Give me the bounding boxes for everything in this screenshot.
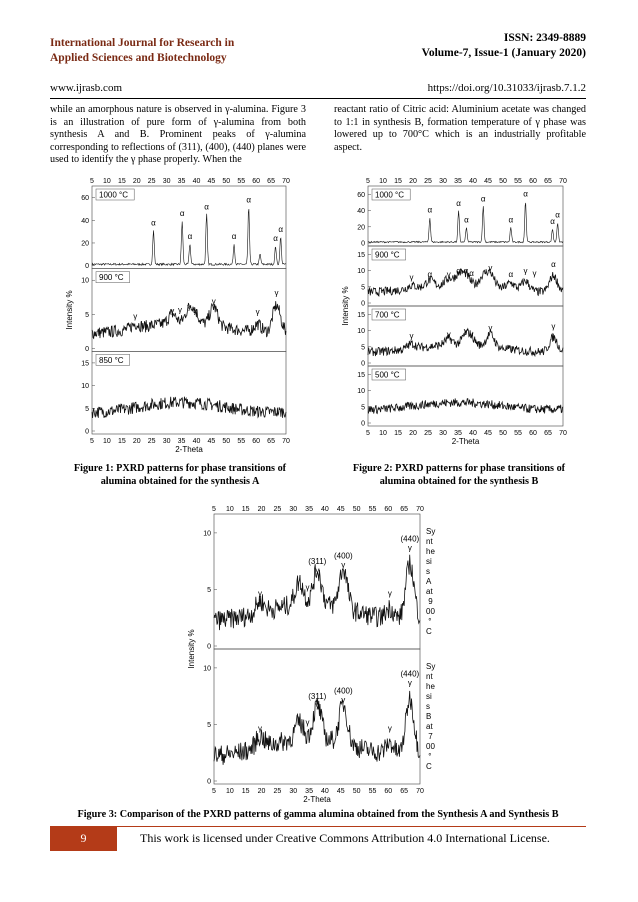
x-axis-label: 2-Theta [451,437,480,446]
y-tick-2-3: 15 [81,360,89,368]
peak-annotation-1-6: γ [488,263,493,273]
y-tick-3-1: 5 [361,404,365,412]
x-tick-bottom-6: 35 [305,788,313,795]
peak-annotation-1-0: γ [133,311,138,321]
y-tick-0-0: 0 [85,263,89,271]
y-tick-2-0: 0 [85,428,89,436]
y-tick-3-3: 15 [357,371,365,379]
y-tick-2-0: 0 [361,360,365,368]
pattern-line-3 [368,398,563,413]
x-tick-top-4: 25 [424,178,432,185]
x-tick-bottom-11: 60 [252,438,261,445]
license-text: This work is licensed under Creative Commons Attribution 4.0 International License. [140,831,550,845]
peak-annotation-1-9: γ [532,269,537,279]
x-tick-top-13: 70 [282,178,290,185]
peak-annotation-2-0: γ [409,331,414,341]
x-tick-top-1: 10 [103,178,111,185]
peak-annotation-1-4: (400) [333,686,353,696]
x-tick-top-11: 60 [384,506,393,513]
y-tick-1-0: 0 [207,778,211,786]
x-axis-label: 2-Theta [303,795,331,804]
volume: Volume-7, Issue-1 (January 2020) [421,47,586,59]
peak-annotation-0-6: α [550,217,555,227]
figure-3-caption: Figure 3: Comparison of the PXRD patterns of gamma alumina obtained from the Synthesis A and Synthesis B [77,809,559,820]
peak-annotation-1-7: γ [274,288,279,298]
y-axis-label: Intensity % [341,286,350,326]
x-tick-top-5: 30 [289,506,298,513]
peak-annotation-1-1: α [427,269,433,279]
x-tick-bottom-13: 70 [416,788,424,795]
x-tick-top-3: 20 [132,178,141,185]
y-tick-0-1: 5 [207,586,211,594]
x-tick-bottom-9: 50 [222,438,231,445]
x-tick-bottom-11: 60 [529,430,537,437]
panel-label-1: Sy nt he si s B at 7 00 ° C [426,662,436,771]
y-tick-2-1: 5 [361,344,365,352]
y-tick-1-0: 0 [85,345,89,353]
pattern-line-2 [92,397,286,418]
x-tick-top-7: 40 [192,178,201,185]
y-tick-1-0: 0 [361,300,365,308]
figure-1-caption: Figure 1: PXRD patterns for phase transitions of alumina obtained for the synthesis A [73,463,287,487]
y-tick-0-3: 60 [81,195,89,203]
y-tick-0-1: 20 [357,224,365,232]
x-tick-top-11: 60 [529,178,537,185]
peak-annotation-1-10: α [551,260,556,270]
y-tick-2-2: 10 [81,383,89,391]
peak-annotation-0-1: α [456,199,461,209]
x-tick-bottom-12: 65 [267,438,275,445]
x-tick-bottom-0: 5 [90,438,94,445]
x-tick-bottom-3: 20 [409,430,417,437]
x-tick-bottom-1: 10 [379,430,387,437]
peak-annotation-1-1: γ [305,718,310,728]
panel-frame-0 [214,514,420,649]
figure-1-chart [65,176,290,456]
peak-annotation-1-7: (440) [400,669,420,679]
peak-annotation-1-8: γ [407,678,412,688]
journal-name [50,36,234,66]
peak-annotation-1-5: γ [341,695,346,705]
y-tick-2-1: 5 [85,405,89,413]
x-tick-top-5: 30 [439,178,447,185]
peak-annotation-2-3: γ [469,329,474,339]
header-divider [50,98,586,99]
x-tick-top-12: 65 [267,178,275,185]
peak-annotation-1-5: γ [211,296,216,306]
x-tick-bottom-5: 30 [289,788,298,795]
peak-annotation-1-2: (311) [308,692,327,702]
peak-annotation-0-3: α [480,194,486,204]
x-tick-top-9: 50 [352,506,361,513]
peak-annotation-0-7: (440) [400,534,420,544]
peak-annotation-0-4: α [231,231,237,241]
x-tick-top-9: 50 [499,178,507,185]
x-tick-top-5: 30 [162,178,171,185]
peak-annotation-0-3: γ [315,566,320,576]
x-tick-bottom-10: 55 [514,430,522,437]
peak-annotation-1-0: γ [409,273,414,283]
peak-annotation-2-2: γ [463,326,468,336]
y-tick-1-1: 5 [85,311,89,319]
panel-label-0: 1000 °C [99,190,128,200]
x-tick-bottom-7: 40 [192,438,201,445]
y-tick-1-1: 5 [207,721,211,729]
peak-annotation-1-8: γ [523,266,528,276]
peak-annotation-0-4: (400) [333,551,353,561]
peak-annotation-2-1: γ [446,329,451,339]
panel-label-0: 1000 °C [375,190,404,200]
peak-annotation-1-4: α [463,266,469,276]
x-tick-top-8: 45 [336,506,345,513]
x-tick-top-3: 20 [257,506,266,513]
x-tick-top-4: 25 [147,178,156,185]
peak-annotation-2-4: γ [488,323,493,333]
x-tick-bottom-5: 30 [162,438,171,445]
y-tick-3-2: 10 [357,388,365,396]
x-tick-bottom-4: 25 [147,438,156,445]
peak-annotation-0-7: α [278,225,283,235]
peak-annotation-1-3: α [456,266,461,276]
panel-label-0: Sy nt he si s A at 9 00 ° C [426,527,436,636]
x-tick-bottom-12: 65 [400,788,409,795]
peak-annotation-0-0: α [151,218,156,228]
x-tick-bottom-10: 55 [368,788,377,795]
peak-annotation-0-2: α [464,215,469,225]
peak-annotation-1-5: α [469,269,474,279]
peak-annotation-1-0: γ [257,723,262,733]
x-tick-top-13: 70 [416,506,424,513]
x-tick-top-13: 70 [559,178,567,185]
panel-label-2: 850 °C [99,355,124,365]
x-axis-label: 2-Theta [175,445,203,454]
y-tick-0-2: 40 [81,217,89,225]
peak-annotation-1-3: γ [187,302,192,312]
x-tick-top-2: 15 [394,178,402,185]
issn: ISSN: 2349-8889 [503,32,586,44]
y-tick-3-0: 0 [361,420,365,428]
doi-link[interactable]: https://doi.org/10.31033/ijrasb.7.1.2 [427,82,586,94]
peak-annotation-0-5: α [246,195,252,205]
y-tick-1-2: 10 [203,665,211,673]
y-tick-2-3: 15 [357,311,365,319]
x-tick-top-6: 35 [177,178,186,185]
x-tick-bottom-12: 65 [544,430,552,437]
peak-annotation-1-6: γ [387,723,392,733]
panel-label-1: 900 °C [375,250,400,260]
x-tick-top-1: 10 [225,506,234,513]
x-tick-top-10: 55 [514,178,522,185]
x-tick-bottom-8: 45 [336,788,345,795]
y-tick-2-2: 10 [357,328,365,336]
website-link[interactable]: www.ijrasb.com [50,82,122,94]
x-tick-bottom-1: 10 [225,788,234,795]
x-tick-bottom-0: 5 [212,788,216,795]
x-tick-bottom-3: 20 [132,438,141,445]
peak-annotation-0-6: γ [387,588,392,598]
x-tick-top-6: 35 [305,506,313,513]
x-tick-bottom-2: 15 [394,430,402,437]
x-tick-top-0: 5 [366,178,370,185]
peak-annotation-1-2: γ [178,305,183,315]
x-tick-top-7: 40 [469,178,477,185]
x-tick-bottom-9: 50 [499,430,507,437]
x-tick-top-0: 5 [212,506,216,513]
peak-annotation-0-2: (311) [308,557,327,567]
y-tick-0-0: 0 [361,240,365,248]
x-tick-top-4: 25 [273,506,282,513]
x-tick-top-8: 45 [207,178,216,185]
x-tick-bottom-9: 50 [352,788,361,795]
panel-label-3: 500 °C [375,370,400,380]
journal-name-line2: Applied Sciences and Biotechnology [50,52,227,64]
peak-annotation-1-2: γ [446,269,451,279]
peak-annotation-2-5: γ [551,321,556,331]
x-tick-top-11: 60 [252,178,261,185]
x-tick-bottom-13: 70 [559,430,567,437]
x-tick-top-10: 55 [368,506,377,513]
peak-annotation-0-7: α [555,210,560,220]
y-tick-1-2: 10 [81,277,89,285]
x-tick-bottom-11: 60 [384,788,393,795]
peak-annotation-0-5: α [523,189,528,199]
footer-divider [50,826,586,827]
x-tick-top-2: 15 [241,506,250,513]
x-tick-top-9: 50 [222,178,231,185]
peak-annotation-1-4: γ [192,306,197,316]
body-text-right: reactant ratio of Citric acid: Aluminium acetate was changed to 1:1 in synthesis B, formation temperature of γ phase was lowered up to 700°C which is an industrially profitable aspect. [334,104,586,153]
x-tick-top-2: 15 [117,178,126,185]
peak-annotation-1-7: α [508,269,514,279]
x-tick-bottom-8: 45 [207,438,216,445]
peak-annotation-0-6: α [273,234,278,244]
y-tick-0-2: 10 [203,530,211,538]
panel-label-2: 700 °C [375,310,400,320]
peak-annotation-0-8: γ [407,543,412,553]
x-tick-bottom-10: 55 [237,438,246,445]
x-tick-top-12: 65 [400,506,409,513]
y-tick-0-2: 40 [357,208,365,216]
x-tick-bottom-3: 20 [257,788,266,795]
journal-name-line1: International Journal for Research in [50,37,235,49]
figure-2-chart [342,176,567,451]
page-number: 9 [50,826,117,851]
peak-annotation-0-1: α [179,209,185,219]
x-tick-top-8: 45 [484,178,492,185]
x-tick-top-6: 35 [454,178,462,185]
panel-label-1: 900 °C [99,273,124,283]
x-tick-bottom-13: 70 [282,438,290,445]
peak-annotation-1-3: γ [315,701,320,711]
x-tick-bottom-2: 15 [117,438,126,445]
x-tick-bottom-6: 35 [177,438,186,445]
y-tick-1-1: 5 [361,284,365,292]
x-tick-bottom-4: 25 [273,788,282,795]
y-tick-0-3: 60 [357,191,365,199]
peak-annotation-0-2: α [187,231,193,241]
figure-2-caption: Figure 2: PXRD patterns for phase transitions of alumina obtained for the synthesis B [352,463,566,487]
x-tick-top-12: 65 [544,178,552,185]
body-text-left: while an amorphous nature is observed in γ-alumina. Figure 3 is an illustration of pure form of γ-alumina from both synthesis A and B. Prominent peaks of γ-alumina corresponding to reflections of (311), (400), (440) planes were used to identify the γ phase properly. When the [50,104,306,166]
x-tick-top-1: 10 [379,178,387,185]
peak-annotation-0-5: γ [341,560,346,570]
issue-info [422,31,586,61]
x-tick-bottom-7: 40 [469,430,477,437]
y-axis-label: Intensity % [187,629,196,669]
x-tick-bottom-4: 25 [424,430,432,437]
y-tick-1-2: 10 [357,268,365,276]
peak-annotation-1-6: γ [255,307,260,317]
x-tick-top-7: 40 [321,506,329,513]
peak-annotation-0-4: α [508,215,514,225]
x-tick-bottom-5: 30 [439,430,447,437]
x-tick-bottom-1: 10 [103,438,111,445]
y-tick-1-3: 15 [357,251,365,259]
x-tick-bottom-6: 35 [454,430,462,437]
figure-3-chart [188,502,450,807]
x-tick-bottom-8: 45 [484,430,492,437]
peak-annotation-0-0: γ [257,588,262,598]
peak-annotation-0-1: γ [305,583,310,593]
x-tick-top-0: 5 [90,178,94,185]
peak-annotation-0-3: α [204,202,209,212]
x-tick-top-3: 20 [409,178,417,185]
x-tick-bottom-2: 15 [241,788,250,795]
x-tick-bottom-0: 5 [366,430,370,437]
y-tick-0-1: 20 [81,240,89,248]
x-tick-top-10: 55 [237,178,246,185]
y-tick-0-0: 0 [207,643,211,651]
peak-annotation-0-0: α [427,205,433,215]
peak-annotation-1-1: γ [170,306,175,316]
panel-frame-1 [214,649,420,784]
x-tick-bottom-7: 40 [321,788,329,795]
y-axis-label: Intensity % [65,290,74,330]
